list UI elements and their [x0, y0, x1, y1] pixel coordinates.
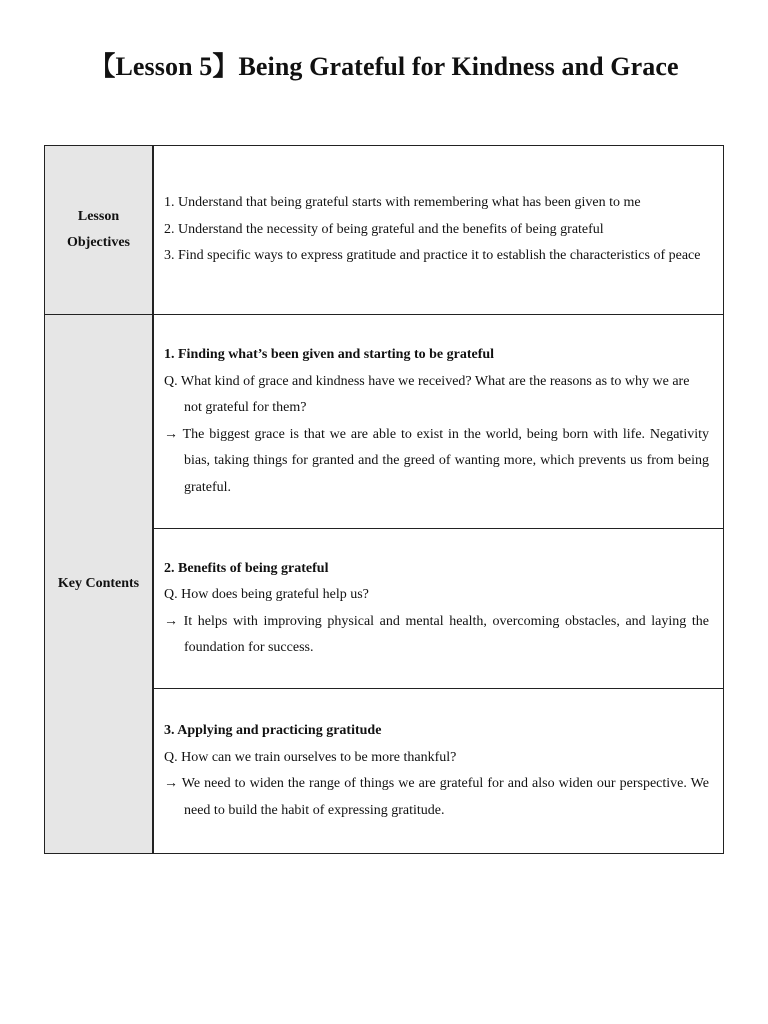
objectives-row: [45, 146, 724, 315]
objectives-label-line2: Objectives: [67, 235, 130, 250]
objectives-content-cell: [153, 146, 724, 315]
page-title: 【Lesson 5】Being Grateful for Kindness and Grace: [89, 52, 679, 81]
section-1-heading: 1. Finding what’s been given and starting to be grateful: [164, 347, 495, 362]
key-contents-label: Key Contents: [57, 576, 140, 591]
objectives-label-line1: Lesson: [77, 209, 120, 224]
section-2: [154, 556, 723, 662]
section-2-answer: → It helps with improving physical and mental health, overcoming obstacles, and laying the foundation for success.: [164, 613, 709, 655]
section-2-question: Q. How does being grateful help us?: [164, 587, 369, 602]
objectives-list: [154, 190, 723, 270]
key-contents-label-cell: [45, 315, 154, 854]
section-1-cell: [153, 315, 724, 529]
lesson-table: [44, 145, 724, 854]
key-contents-row-1: [45, 315, 724, 529]
objectives-label-cell: [45, 146, 154, 315]
section-3-answer: → We need to widen the range of things we are grateful for and also widen our perspective. We need to build the habit of expressing gratitude.: [164, 776, 709, 818]
section-1-answer: → The biggest grace is that we are able to exist in the world, being born with life. Negativity bias, taking things for granted and the greed of wanting more, which prevents us from being grateful.: [164, 426, 709, 495]
section-3-cell: [153, 689, 724, 854]
section-1-question: Q. What kind of grace and kindness have we received? What are the reasons as to why we are not grateful for them?: [164, 373, 690, 415]
section-2-cell: [153, 529, 724, 689]
objective-item-1: 1. Understand that being grateful starts with remembering what has been given to me: [164, 195, 641, 211]
section-3: [154, 718, 723, 824]
section-3-question: Q. How can we train ourselves to be more thankful?: [164, 749, 457, 765]
section-3-heading: 3. Applying and practicing gratitude: [164, 723, 382, 738]
section-1: [154, 342, 723, 501]
objective-item-2: 2. Understand the necessity of being grateful and the benefits of being grateful: [164, 221, 604, 237]
section-2-heading: 2. Benefits of being grateful: [164, 560, 329, 576]
objective-item-3: 3. Find specific ways to express gratitude and practice it to establish the characteristics of peace: [164, 248, 701, 264]
